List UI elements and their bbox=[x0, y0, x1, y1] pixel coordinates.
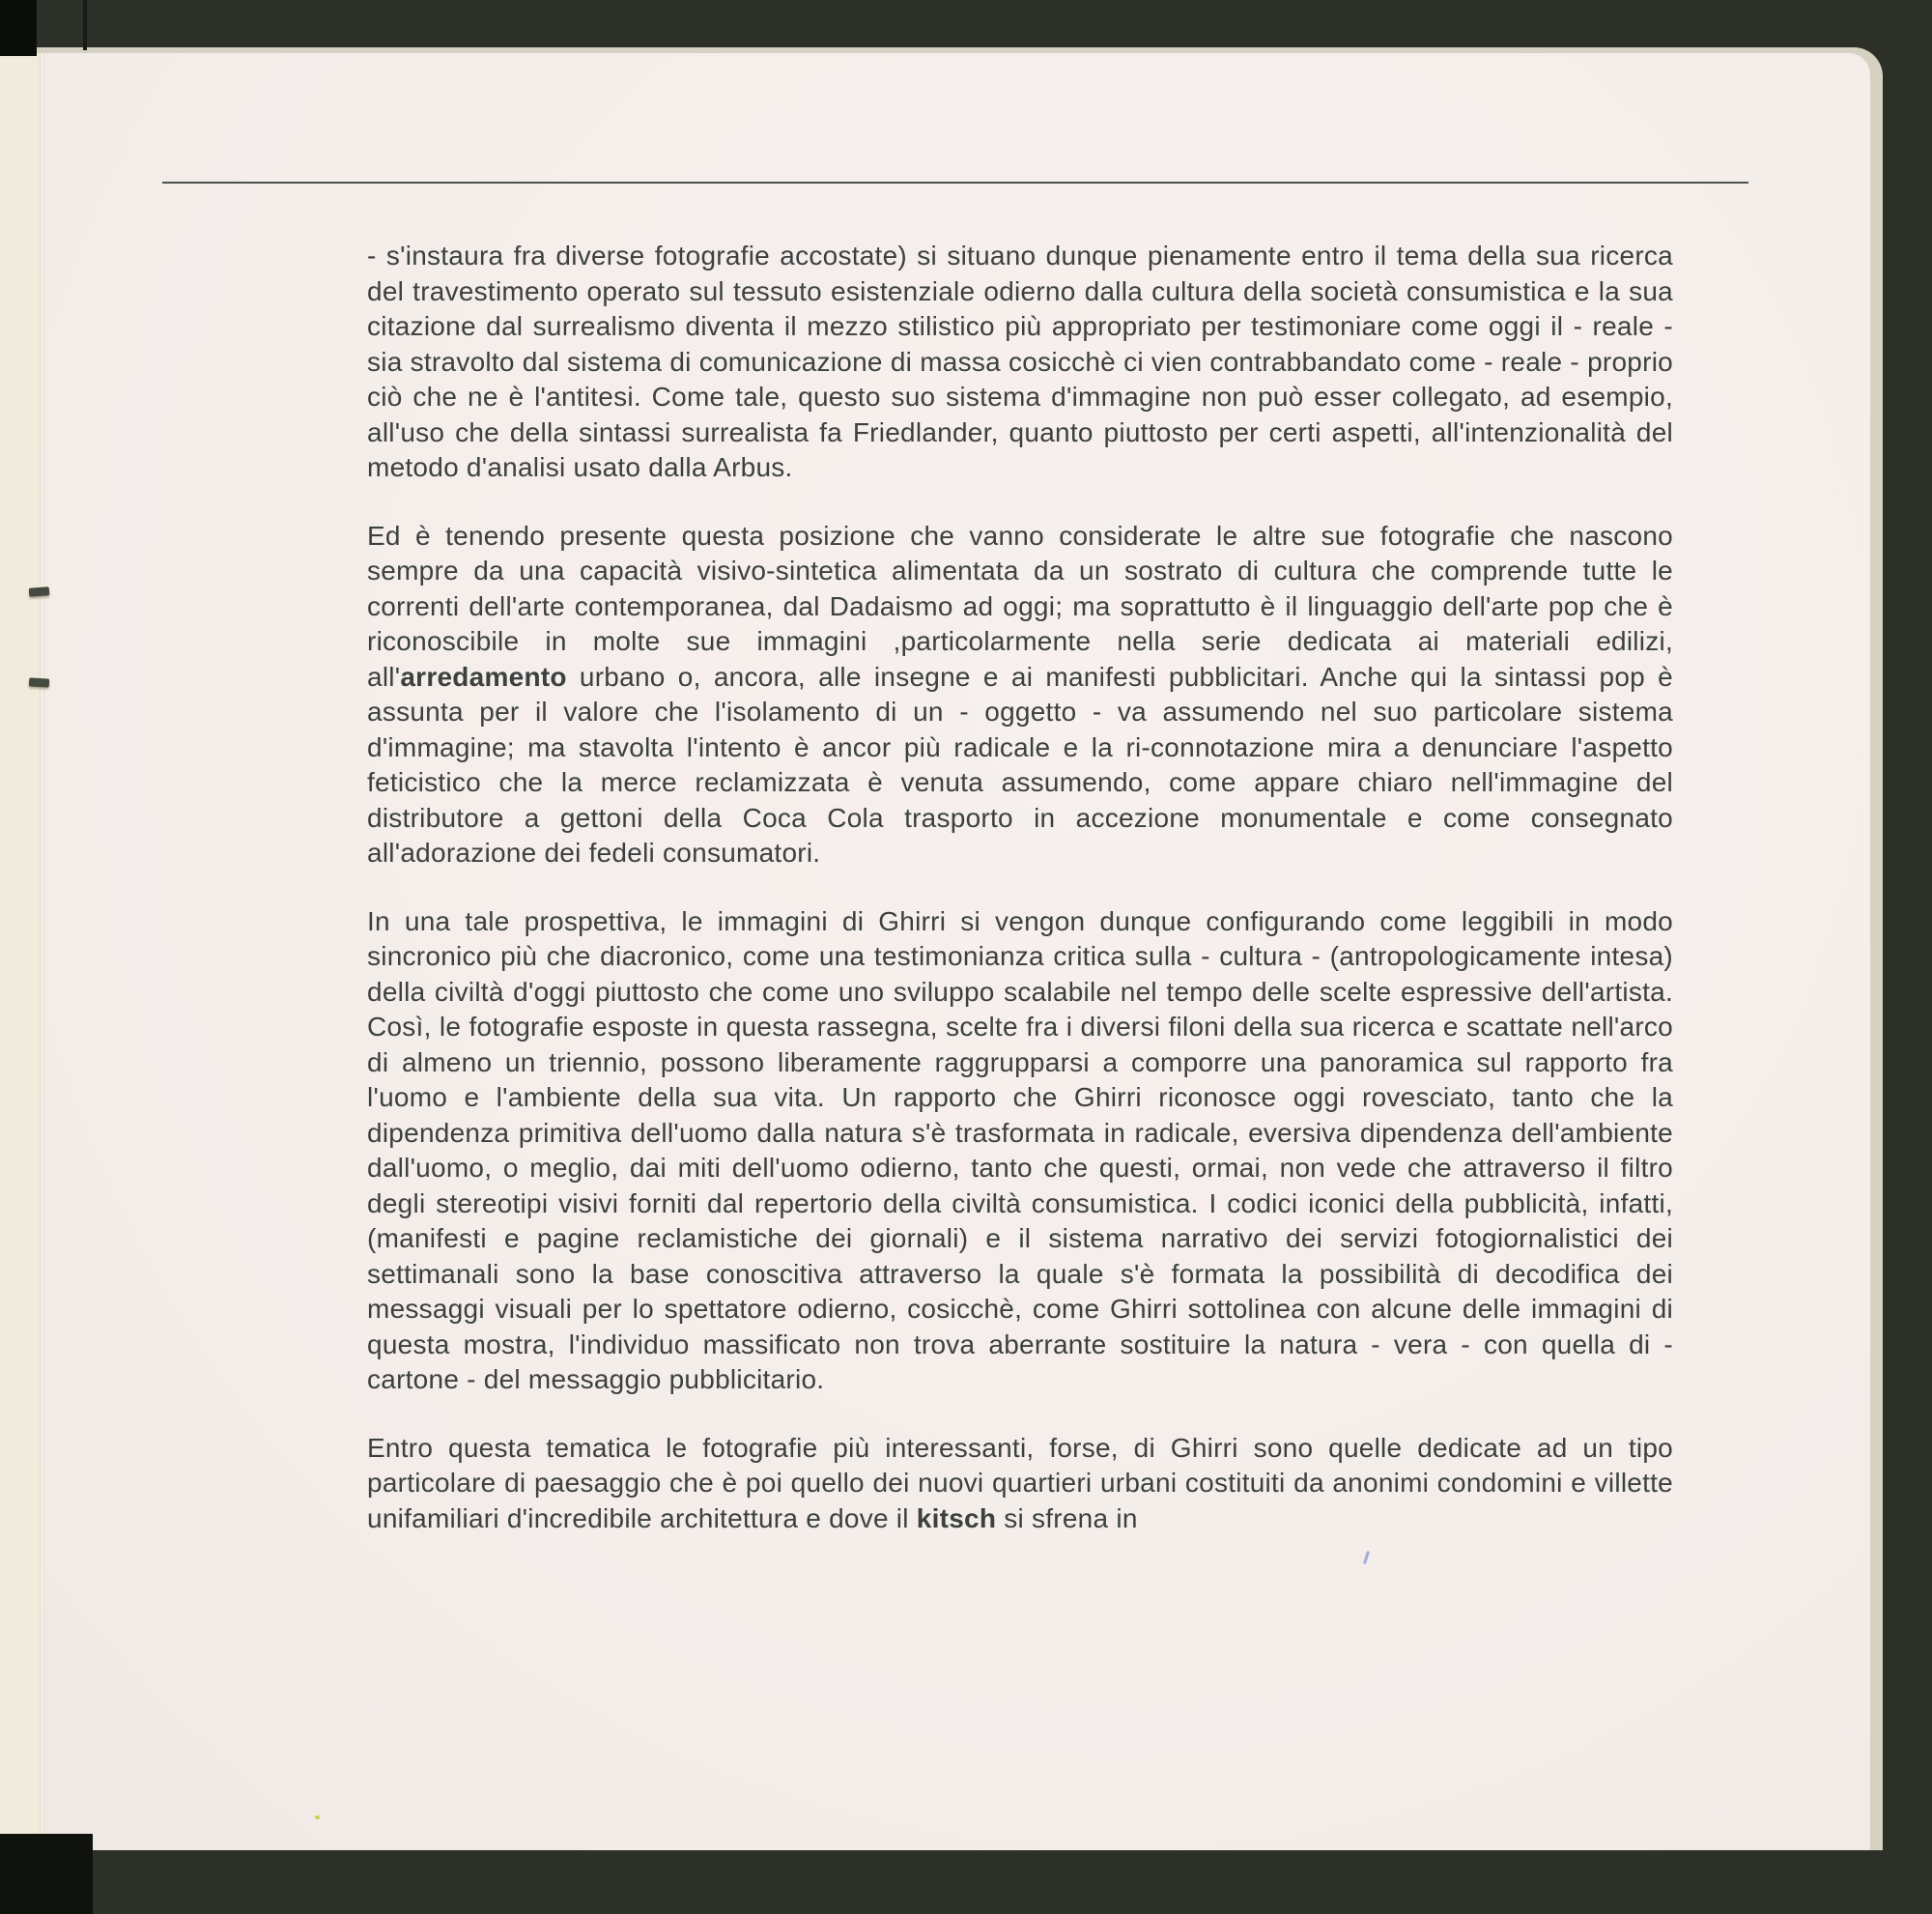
spine-crease bbox=[40, 53, 44, 1850]
article-text bbox=[367, 239, 1673, 1536]
spine-shadow-top-left bbox=[0, 0, 37, 56]
text-segment: urbano o, ancora, alle insegne e ai manifesti pubblicitari. Anche qui la sintassi pop è assunta per il valore che l'isolamento di un - oggetto - va assumendo nel suo particolare sistema d'immagine; ma stavolta l'intento è ancor più radicale e la ri-connotazione mira a denunciare l'aspetto feticistico che la merce reclamizzata è venuta assumendo, come appare chiaro nell'immagine del distributore a gettoni della Coca Cola trasporto in accezione monumentale e come consegnato all'adorazione dei fedeli consumatori. bbox=[367, 661, 1673, 868]
paragraph-3 bbox=[367, 904, 1673, 1398]
paragraph-1 bbox=[367, 239, 1673, 486]
paragraph-2 bbox=[367, 519, 1673, 871]
paragraph-4 bbox=[367, 1431, 1673, 1537]
text-segment: - s'instaura fra diverse fotografie accostate) si situano dunque pienamente entro il tema della sua ricerca del travestimento operato sul tessuto esistenziale odierno dalla cultura della società consumistica e la sua citazione dal surrealismo diventa il mezzo stilistico più appropriato per testimoniare come oggi il - reale - sia stravolto dal sistema di comunicazione di massa cosicchè ci vien contrabbandato come - reale - proprio ciò che ne è l'antitesi. Come tale, questo suo sistema d'immagine non può esser collegato, ad esempio, all'uso che della sintassi surrealista fa Friedlander, quanto piuttosto per certi aspetti, all'intenzionalità del metodo d'analisi usato dalla Arbus. bbox=[367, 241, 1673, 482]
staple-bottom bbox=[29, 677, 49, 687]
spine-shadow-bottom-left bbox=[0, 1834, 93, 1914]
text-segment: In una tale prospettiva, le immagini di Ghirri si vengon dunque configurando come leggibili in modo sincronico più che diacronico, come una testimonianza critica sulla - cultura - (antropologicamente intesa) della civiltà d'oggi piuttosto che come uno sviluppo scalabile nel tempo delle scelte espressive dell'artista. Così, le fotografie esposte in questa rassegna, scelte fra i diversi filoni della sua ricerca e scattate nell'arco di almeno un triennio, possono liberamente raggrupparsi a comporre una panoramica sul rapporto fra l'uomo e l'ambiente della sua vita. Un rapporto che Ghirri riconosce oggi rovesciato, tanto che la dipendenza primitiva dell'uomo dalla natura s'è trasformata in radicale, eversiva dipendenza dell'ambiente dall'uomo, o meglio, dai miti dell'uomo odierno, tanto che questi, ormai, non vede che attraverso il filtro degli stereotipi visivi forniti dal repertorio della civiltà consumistica. I codici iconici della pubblicità, infatti, (manifesti e pagine reclamistiche dei giornali) e il sistema narrativo dei servizi fotogiornalistici dei settimanali sono la base conoscitiva attraverso la quale s'è formata la possibilità di decodifica dei messaggi visuali per lo spettatore odierno, cosicchè, come Ghirri sottolinea con alcune delle immagini di questa mostra, l'individuo massificato non trova aberrante sostituire la natura - vera - con quella di - cartone - del messaggio pubblicitario. bbox=[367, 905, 1673, 1394]
bold-term-arredamento: arredamento bbox=[400, 661, 567, 692]
cover-edge-line bbox=[83, 0, 87, 50]
text-segment: si sfrena in bbox=[996, 1502, 1138, 1533]
text-segment: Ed è tenendo presente questa posizione che vanno considerate le altre sue fotografie che nascono sempre da una capacità visivo-sintetica alimentata da un sostrato di cultura che comprende tutte le correnti dell'arte contemporanea, dal Dadaismo ad oggi; ma soprattutto è il linguaggio dell'arte pop che è riconoscibile in molte sue immagini ,particolarmente nella serie dedicata ai materiali edilizi, all' bbox=[367, 520, 1673, 692]
gutter-margin bbox=[0, 53, 40, 1850]
header-rule bbox=[162, 182, 1748, 184]
staple-top bbox=[29, 586, 50, 596]
bold-term-kitsch: kitsch bbox=[916, 1502, 997, 1533]
text-segment: Entro questa tematica le fotografie più interessanti, forse, di Ghirri sono quelle dedicate ad un tipo particolare di paesaggio che è poi quello dei nuovi quartieri urbani costituiti da anonimi condomini e villette unifamiliari d'incredibile architettura e dove il bbox=[367, 1432, 1673, 1533]
paper-speck bbox=[315, 1815, 320, 1819]
